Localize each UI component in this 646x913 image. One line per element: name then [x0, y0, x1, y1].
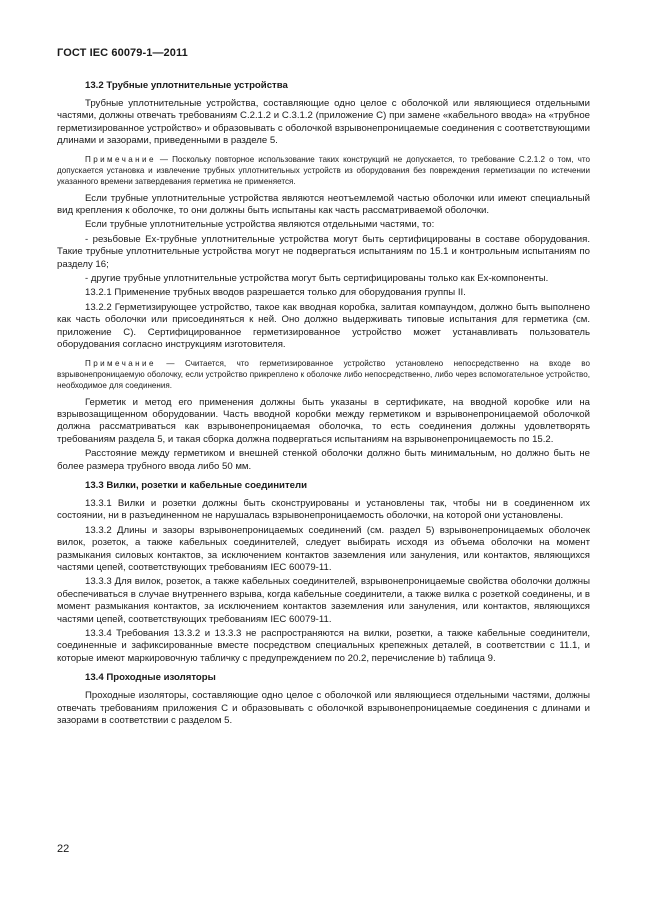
- note-text: — Поскольку повторное использование таких конструкций не допускается, то требование С.2.1.2 о том, что допускается установка и извлечение трубных уплотнительных устройств из оборудования без повреждения герметизации по истечении указанного времени затвердевания герметика не применяется.: [57, 154, 590, 186]
- note-label: Примечание: [85, 154, 156, 164]
- list-item: - другие трубные уплотнительные устройства могут быть сертифицированы только как Ex-компоненты.: [85, 273, 549, 285]
- note-label: Примечание: [85, 358, 156, 368]
- paragraph: 13.3.4 Требования 13.3.2 и 13.3.3 не распространяются на вилки, розетки, а также кабельные соединители, соединенные и зафиксированные вместе посредством специальных крепежных деталей, в соответствии с 11.1, и которые имеют маркировочную табличку с предупреждением по 20.2, перечисление b) таблица 9.: [57, 628, 590, 664]
- note: [57, 154, 590, 187]
- section-heading-13-3: 13.3 Вилки, розетки и кабельные соединители: [85, 479, 307, 491]
- paragraph: 13.3.1 Вилки и розетки должны быть сконструированы и установлены так, чтобы ни в соединенном их состоянии, ни в разъединенном не нарушалась взрывонепроницаемость оболочки, на которой они установлены.: [57, 497, 590, 522]
- paragraph: 13.2.2 Герметизирующее устройство, такое как вводная коробка, залитая компаундом, должно быть выполнено как часть оболочки или присоединяться к ней. Оно должно выдерживать типовые испытания для герметика (см. приложение С). Сертифицированное герметизированное устройство может устанавливать пользователь оборудования согласно инструкциям изготовителя.: [57, 301, 590, 351]
- paragraph: Если трубные уплотнительные устройства являются отдельными частями, то:: [85, 219, 435, 231]
- paragraph: Проходные изоляторы, составляющие одно целое с оболочкой или являющиеся отдельными частями, должны отвечать требованиям приложения С и образовывать с оболочкой взрывонепроницаемые соединения с длинами и зазорами в соответствии с разделом 5.: [57, 690, 590, 727]
- section-heading-13-4: 13.4 Проходные изоляторы: [85, 672, 216, 684]
- page-content: [57, 79, 590, 729]
- paragraph: 13.2.1 Применение трубных вводов разрешается только для оборудования группы II.: [85, 287, 466, 299]
- paragraph: 13.3.3 Для вилок, розеток, а также кабельных соединителей, взрывонепроницаемые свойства оболочки должны обеспечиваться в случае внутреннего взрыва, когда кабельные соединители, а также вилка с розеткой соединены, и в момент размыкания контактов, за исключением контактов заземления или зануления, или контактов, являющихся частями цепей, соответствующих требованиям IEC 60079-11.: [57, 576, 590, 625]
- page-number: 22: [57, 843, 70, 855]
- paragraph: Расстояние между герметиком и внешней стенкой оболочки должно быть минимальным, но должно быть не более размера трубного ввода либо 50 мм.: [57, 448, 590, 472]
- paragraph: Если трубные уплотнительные устройства являются неотъемлемой частью оболочки или имеют специальный вид крепления к оболочке, то они должны быть испытаны как часть рассматриваемой оболочки.: [57, 192, 590, 217]
- paragraph: Герметик и метод его применения должны быть указаны в сертификате, на вводной коробке или на взрывозащищенном оборудовании. Часть вводной коробки между герметиком и взрывонепроницаемой оболочкой должна рассматриваться как взрывонепроницаемая оболочка, то есть соединения должны удовлетворять требованиям раздела 5, и такая сборка должна подвергаться испытаниям на взрывонепроницаемость по 15.2.: [57, 396, 590, 445]
- list-item: - резьбовые Ex-трубные уплотнительные устройства могут быть сертифицированы в составе оборудования. Такие трубные уплотнительные устройства могут не подвергаться испытаниям по 15.1 и контрольным испытаниям по разделу 16;: [57, 233, 590, 270]
- paragraph: 13.3.2 Длины и зазоры взрывонепроницаемых соединений (см. раздел 5) взрывонепроницаемых оболочек вилок, розеток, а также кабельных соединителей, следует выбирать исходя из объема оболочки на момент размыкания силовых контактов, за исключением контактов заземления или зануления, или контактов, являющихся частями цепей, соответствующих требованиям IEC 60079-11.: [57, 524, 590, 573]
- note-text: — Считается, что герметизированное устройство установлено непосредственно на входе во взрывонепроницаемую оболочку, если устройство прикреплено к оболочке либо непосредственно, либо через вспомогательное устройство, необходимое для соединения.: [57, 358, 590, 390]
- section-heading-13-2: 13.2 Трубные уплотнительные устройства: [85, 80, 288, 91]
- note: [57, 358, 590, 391]
- paragraph: Трубные уплотнительные устройства, составляющие одно целое с оболочкой или являющиеся отдельными частями, должны отвечать требованиям С.2.1.2 и С.3.1.2 (приложение С) при замене «кабельного ввода» на «трубное герметизированное устройство» и образовывать с оболочкой взрывонепроницаемые соединения с соответствующими длинами и зазорами, приведенными в разделе 5.: [57, 98, 590, 147]
- document-header: ГОСТ IEC 60079-1—2011: [57, 47, 188, 59]
